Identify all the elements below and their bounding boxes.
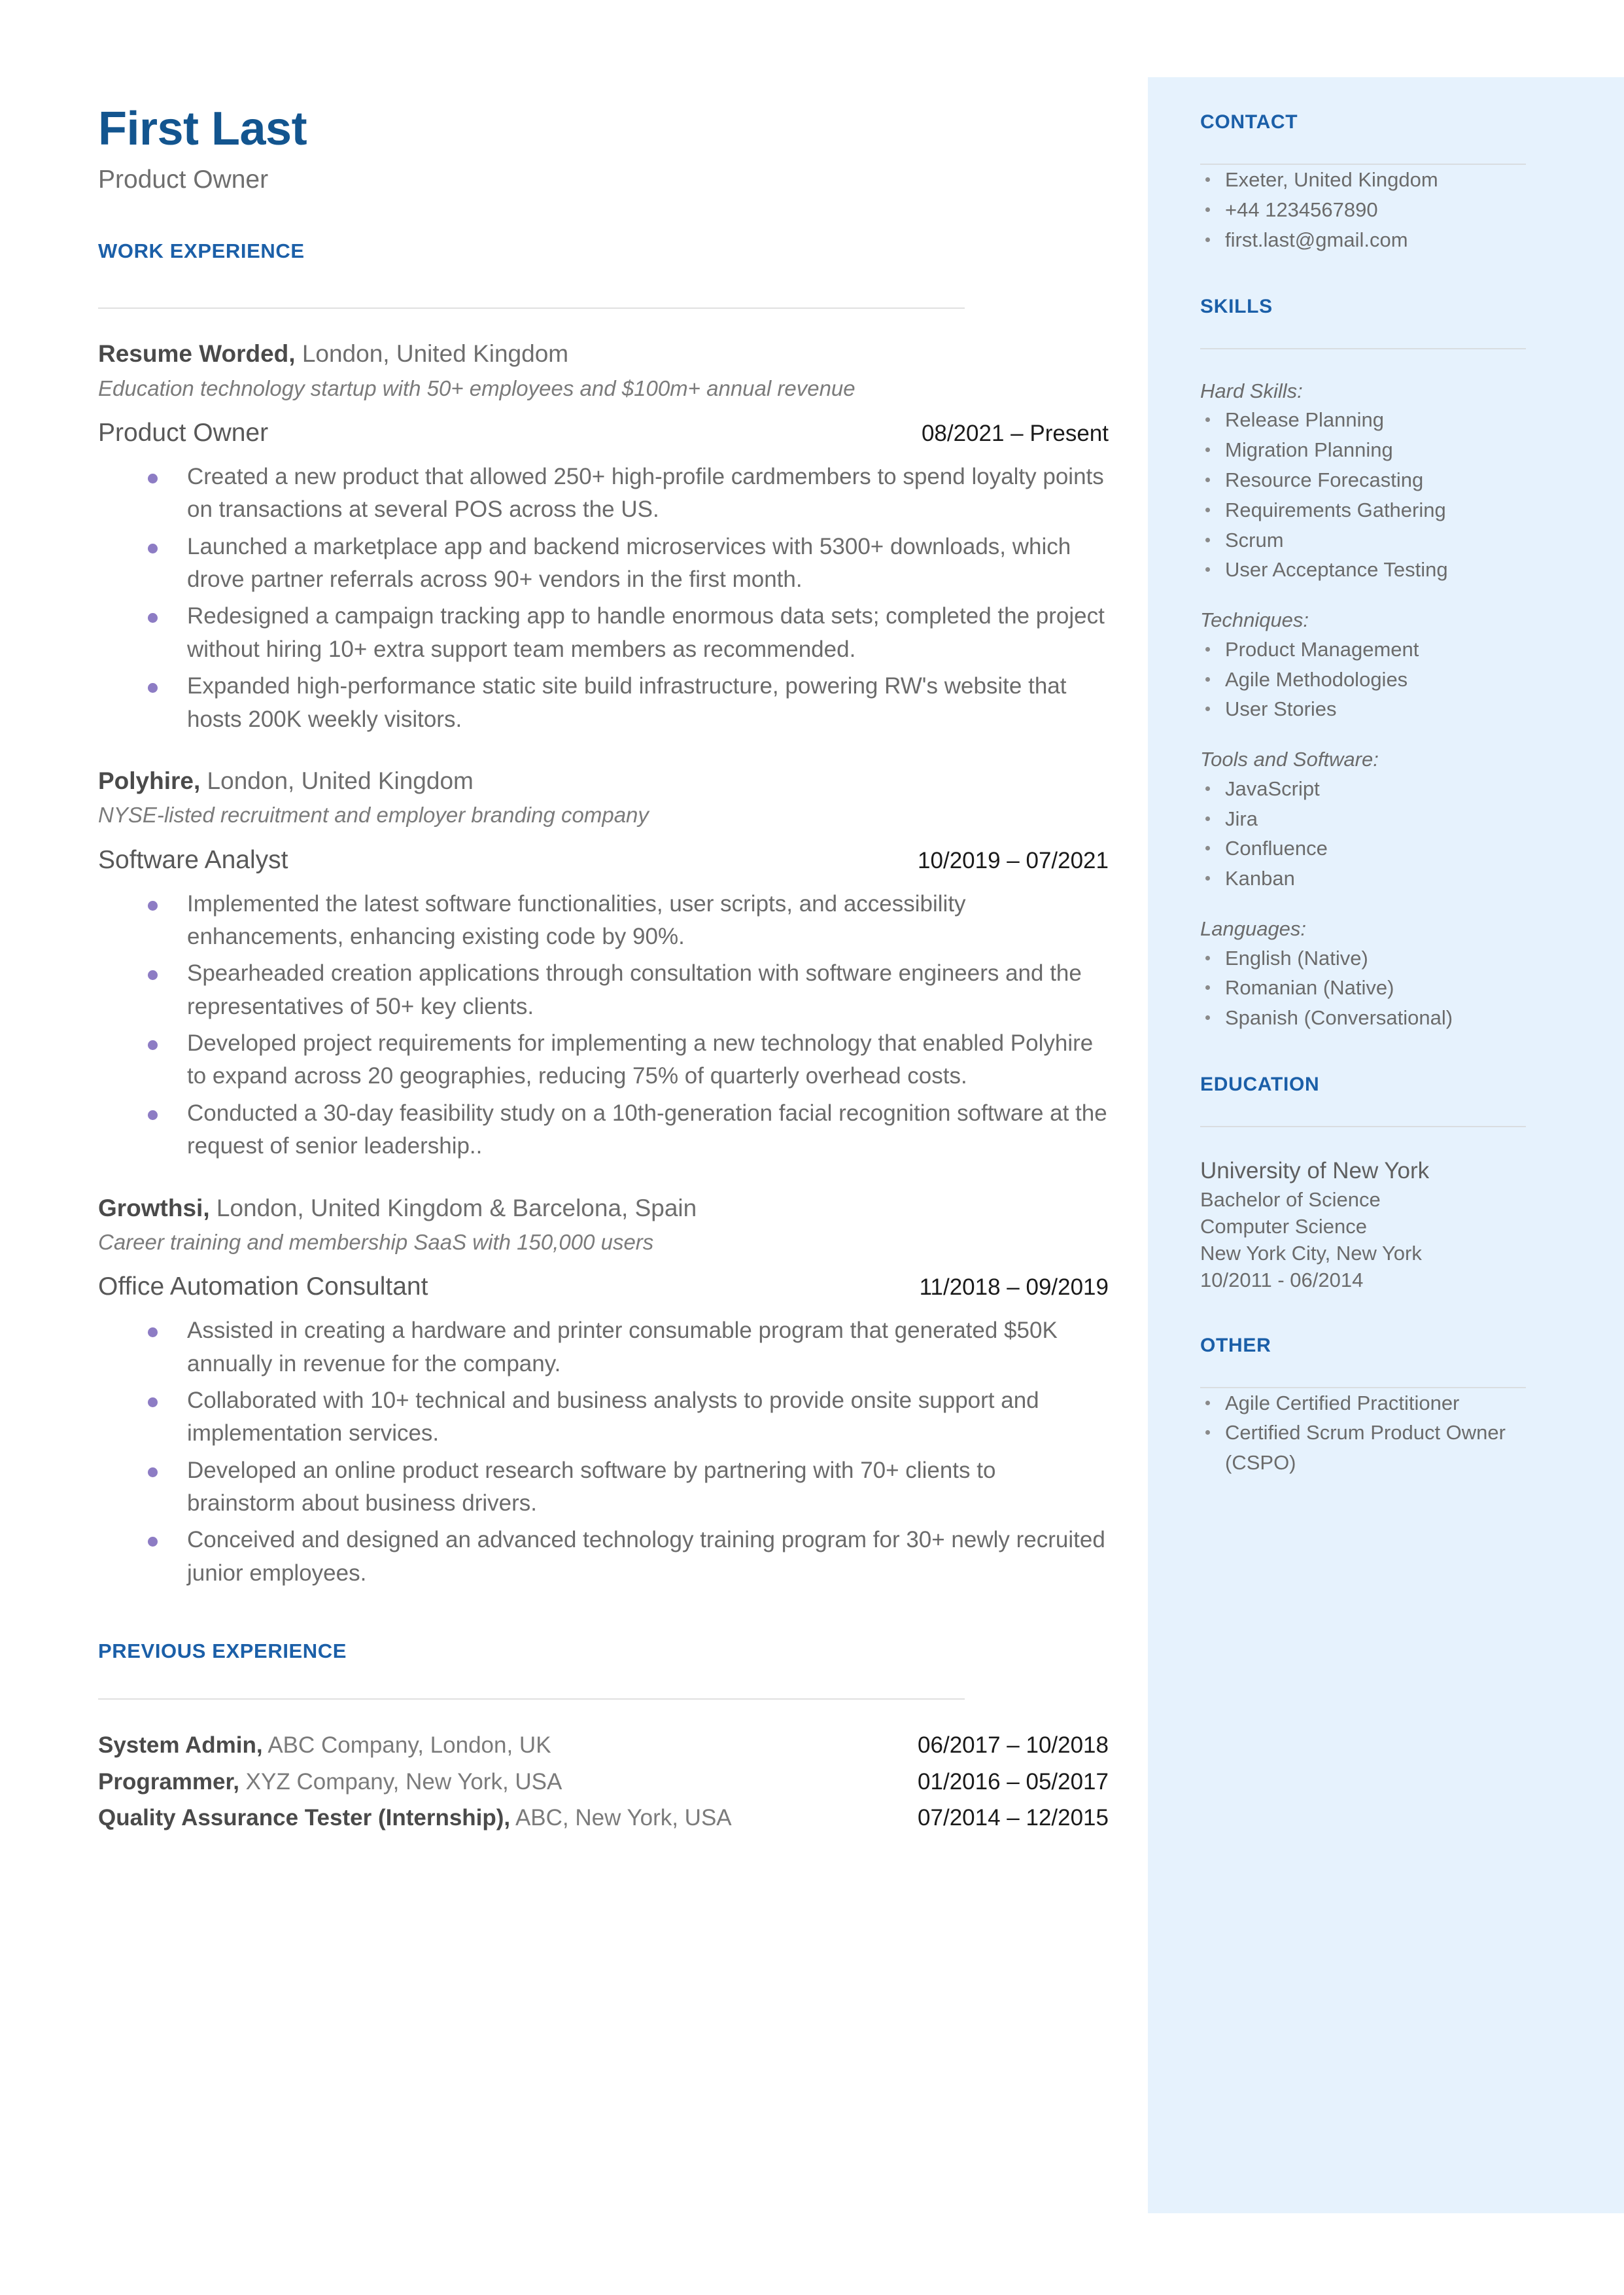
main-content [98, 105, 1109, 1836]
skills-section [1200, 296, 1540, 1034]
contact-email[interactable]: first.last@gmail.com [1225, 228, 1408, 251]
other-list [1200, 1388, 1540, 1479]
list-item [98, 600, 1109, 666]
previous-role: Quality Assurance Tester (Internship), [98, 1804, 511, 1831]
certification-label: Certified Scrum Product Owner (CSPO) [1225, 1421, 1506, 1475]
bullet-dot-icon [148, 474, 158, 483]
header-job-title: Product Owner [98, 165, 269, 194]
bullet-dot-icon [148, 1040, 158, 1050]
list-item [98, 1454, 1109, 1520]
role-row [98, 846, 1109, 875]
bullet-text: Developed an online product research software by partnering with 70+ clients to brainstorm about business drivers. [187, 1457, 996, 1516]
bullet-dot-icon [148, 544, 158, 553]
education-school: University of New York [1200, 1158, 1430, 1184]
education-divider [1200, 1126, 1526, 1127]
sidebar-panel [1148, 77, 1624, 2213]
work-entry [98, 1193, 1109, 1590]
list-item [1200, 635, 1540, 665]
bullet-dot-icon [1205, 956, 1210, 960]
spacer [1200, 1033, 1540, 1074]
bullet-dot-icon [1205, 876, 1210, 881]
bullet-dot-icon [1205, 447, 1210, 452]
list-item [1200, 973, 1540, 1003]
education-location: New York City, New York [1200, 1242, 1422, 1265]
list-item [1200, 864, 1540, 894]
list-item [1200, 943, 1540, 973]
bullet-dot-icon [148, 1537, 158, 1547]
skill-label: Confluence [1225, 837, 1328, 860]
skill-group [1200, 745, 1540, 894]
skill-group-label: Languages: [1200, 917, 1307, 941]
skill-label: Release Planning [1225, 408, 1385, 432]
role-dates: 08/2021 – Present [921, 420, 1109, 446]
bullet-dot-icon [1205, 478, 1210, 482]
skill-label: Agile Methodologies [1225, 667, 1408, 691]
list-item [1200, 804, 1540, 834]
contact-section [1200, 111, 1540, 255]
company-description: Career training and membership SaaS with 150,000 users [98, 1229, 654, 1254]
list-item [98, 888, 1109, 954]
company-line [98, 766, 1109, 796]
table-row [98, 1727, 1109, 1763]
skill-label: Product Management [1225, 637, 1419, 661]
contact-list [1200, 165, 1540, 255]
list-item [1200, 225, 1540, 255]
previous-dates: 06/2017 – 10/2018 [918, 1732, 1109, 1759]
list-item [1200, 195, 1540, 225]
education-section [1200, 1074, 1540, 1293]
list-item [1200, 1418, 1540, 1478]
bullet-text: Conceived and designed an advanced technology training program for 30+ newly recruited junior employees. [187, 1527, 1105, 1586]
bullet-text: Assisted in creating a hardware and printer consumable program that generated $50K annually in revenue for the company. [187, 1318, 1058, 1376]
education-degree: Bachelor of Science [1200, 1187, 1381, 1211]
list-item [1200, 555, 1540, 585]
work-experience-heading: WORK EXPERIENCE [98, 239, 305, 263]
bullet-dot-icon [1205, 237, 1210, 242]
role-dates: 11/2018 – 09/2019 [919, 1274, 1109, 1301]
list-item [98, 1027, 1109, 1093]
bullet-dot-icon [148, 1327, 158, 1337]
previous-experience-section [98, 1639, 1109, 1836]
skill-group-items [1200, 943, 1540, 1034]
previous-experience-list [98, 1727, 1109, 1836]
list-item [1200, 525, 1540, 555]
list-item [1200, 665, 1540, 695]
list-item [98, 1524, 1109, 1590]
skill-label: Scrum [1225, 528, 1284, 552]
bullet-dot-icon [1205, 677, 1210, 682]
company-location: London, United Kingdom [200, 767, 474, 795]
previous-detail: ABC, New York, USA [510, 1804, 732, 1831]
company-name: Resume Worded, [98, 340, 296, 368]
bullet-dot-icon [1205, 846, 1210, 850]
skill-group-label: Techniques: [1200, 608, 1309, 632]
skill-label: Migration Planning [1225, 438, 1393, 461]
list-item [1200, 694, 1540, 724]
skill-label: Romanian (Native) [1225, 976, 1394, 1000]
skill-label: User Acceptance Testing [1225, 558, 1448, 582]
bullet-dot-icon [1205, 207, 1210, 212]
work-bullets [98, 888, 1109, 1163]
skill-label: Resource Forecasting [1225, 468, 1424, 491]
previous-dates: 07/2014 – 12/2015 [918, 1804, 1109, 1831]
list-item [98, 1384, 1109, 1450]
list-item [1200, 774, 1540, 804]
table-row [98, 1764, 1109, 1800]
bullet-dot-icon [148, 901, 158, 911]
bullet-text: Implemented the latest software functionalities, user scripts, and accessibility enhancements, enhancing existing code by 90%. [187, 890, 966, 949]
skill-group [1200, 377, 1540, 586]
skill-group-label: Tools and Software: [1200, 748, 1379, 771]
company-description: NYSE-listed recruitment and employer branding company [98, 803, 649, 828]
role-dates: 10/2019 – 07/2021 [918, 847, 1109, 873]
skill-group [1200, 915, 1540, 1033]
spacer [1200, 255, 1540, 296]
list-item [98, 1097, 1109, 1163]
bullet-text: Redesigned a campaign tracking app to handle enormous data sets; completed the project without hiring 10+ extra support team members as recommended. [187, 603, 1105, 662]
previous-detail: XYZ Company, New York, USA [239, 1768, 562, 1795]
previous-experience-heading: PREVIOUS EXPERIENCE [98, 1639, 347, 1663]
work-bullets [98, 1314, 1109, 1590]
company-line [98, 339, 1109, 369]
list-item [1200, 435, 1540, 465]
bullet-dot-icon [148, 1110, 158, 1120]
bullet-dot-icon [148, 970, 158, 980]
skill-label: English (Native) [1225, 946, 1368, 970]
list-item [98, 461, 1109, 527]
skill-label: User Stories [1225, 697, 1337, 721]
role-row [98, 1272, 1109, 1301]
education-field: Computer Science [1200, 1214, 1368, 1238]
skill-group-label: Hard Skills: [1200, 379, 1303, 402]
skill-label: Kanban [1225, 867, 1295, 890]
list-item [1200, 1003, 1540, 1033]
skill-label: Spanish (Conversational) [1225, 1006, 1453, 1030]
other-heading: OTHER [1200, 1334, 1271, 1356]
bullet-text: Created a new product that allowed 250+ high-profile cardmembers to spend loyalty points on transactions at several POS across the US. [187, 463, 1104, 523]
skills-divider [1200, 348, 1526, 349]
bullet-text: Conducted a 30-day feasibility study on a 10th-generation facial recognition software at the request of senior leadership.. [187, 1100, 1107, 1159]
role-title: Office Automation Consultant [98, 1272, 428, 1301]
work-entry [98, 339, 1109, 736]
role-row [98, 419, 1109, 447]
role-title: Product Owner [98, 418, 269, 447]
bullet-dot-icon [1205, 567, 1210, 572]
list-item [98, 670, 1109, 736]
bullet-dot-icon [1205, 508, 1210, 512]
resume-header [98, 105, 1109, 195]
previous-role: Programmer, [98, 1768, 239, 1795]
work-entry [98, 766, 1109, 1163]
education-entry [1200, 1156, 1540, 1293]
skills-groups [1200, 377, 1540, 1034]
work-experience-section [98, 239, 1109, 1590]
contact-phone[interactable]: +44 1234567890 [1225, 198, 1378, 221]
company-line [98, 1193, 1109, 1223]
contact-heading: CONTACT [1200, 111, 1298, 133]
bullet-dot-icon [1205, 647, 1210, 652]
list-item [1200, 1388, 1540, 1418]
skill-label: Jira [1225, 807, 1258, 830]
company-location: London, United Kingdom [295, 340, 569, 368]
skill-group-items [1200, 405, 1540, 585]
bullet-text: Collaborated with 10+ technical and business analysts to provide onsite support and implementation services. [187, 1387, 1039, 1446]
previous-dates: 01/2016 – 05/2017 [918, 1768, 1109, 1795]
previous-role-line [98, 1727, 551, 1763]
bullet-text: Developed project requirements for implementing a new technology that enabled Polyhire to expand across 20 geographies, reducing 75% of quarterly overhead costs. [187, 1030, 1094, 1089]
company-description: Education technology startup with 50+ employees and $100m+ annual revenue [98, 376, 855, 400]
bullet-dot-icon [1205, 985, 1210, 990]
skill-label: Requirements Gathering [1225, 498, 1446, 521]
skill-group-items [1200, 635, 1540, 725]
bullet-dot-icon [1205, 816, 1210, 821]
list-item [1200, 405, 1540, 435]
work-experience-divider [98, 307, 965, 309]
bullet-dot-icon [1205, 538, 1210, 542]
list-item [98, 1314, 1109, 1380]
company-name: Growthsi, [98, 1194, 210, 1221]
skill-label: JavaScript [1225, 777, 1320, 800]
table-row [98, 1800, 1109, 1836]
other-section [1200, 1335, 1540, 1479]
bullet-text: Spearheaded creation applications through consultation with software engineers and the representatives of 50+ key clients. [187, 960, 1082, 1019]
spacer [1200, 1294, 1540, 1335]
certification-label: Agile Certified Practitioner [1225, 1391, 1460, 1414]
skill-group [1200, 606, 1540, 724]
contact-location: Exeter, United Kingdom [1225, 168, 1438, 191]
previous-role-line [98, 1764, 562, 1800]
bullet-dot-icon [148, 1397, 158, 1407]
bullet-dot-icon [1205, 1430, 1210, 1435]
bullet-dot-icon [1205, 1015, 1210, 1020]
list-item [1200, 833, 1540, 864]
education-heading: EDUCATION [1200, 1074, 1320, 1096]
previous-detail: ABC Company, London, UK [262, 1732, 551, 1759]
bullet-dot-icon [148, 613, 158, 623]
skills-heading: SKILLS [1200, 295, 1273, 317]
education-dates: 10/2011 - 06/2014 [1200, 1269, 1364, 1292]
role-title: Software Analyst [98, 845, 288, 874]
bullet-text: Launched a marketplace app and backend microservices with 5300+ downloads, which drove partner referrals across 90+ vendors in the first month. [187, 533, 1071, 593]
previous-role: System Admin, [98, 1732, 263, 1759]
bullet-dot-icon [1205, 786, 1210, 791]
bullet-dot-icon [1205, 1401, 1210, 1405]
bullet-dot-icon [1205, 417, 1210, 422]
company-location: London, United Kingdom & Barcelona, Spain [209, 1194, 697, 1221]
bullet-text: Expanded high-performance static site build infrastructure, powering RW's website that hosts 200K weekly visitors. [187, 673, 1067, 732]
previous-experience-divider [98, 1698, 965, 1700]
previous-role-line [98, 1800, 732, 1836]
list-item [98, 957, 1109, 1023]
list-item [1200, 165, 1540, 195]
bullet-dot-icon [148, 683, 158, 693]
page-title: First Last [98, 103, 307, 155]
work-bullets [98, 461, 1109, 736]
company-name: Polyhire, [98, 767, 201, 795]
skill-group-items [1200, 774, 1540, 894]
sidebar-content [1200, 111, 1540, 1478]
list-item [1200, 495, 1540, 525]
bullet-dot-icon [1205, 707, 1210, 711]
list-item [98, 531, 1109, 597]
bullet-dot-icon [1205, 177, 1210, 182]
bullet-dot-icon [148, 1467, 158, 1477]
list-item [1200, 465, 1540, 495]
